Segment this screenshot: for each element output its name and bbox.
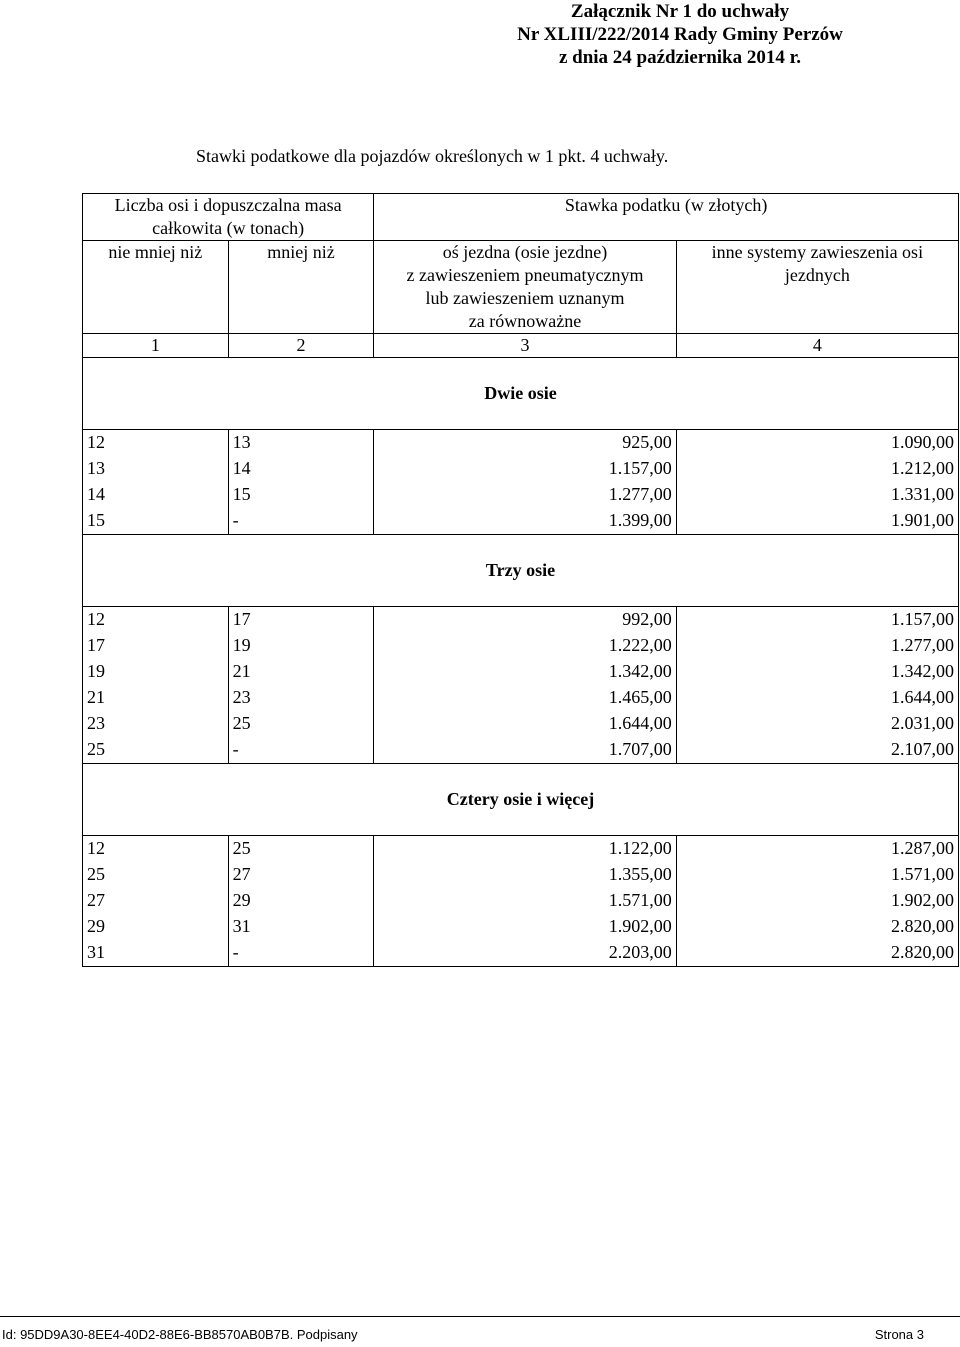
min-mass-cell: 25 bbox=[83, 737, 229, 764]
pneumatic-rate-cell: 1.342,00 bbox=[374, 659, 676, 685]
col-pneumatic-line-4: za równoważne bbox=[468, 311, 582, 331]
other-rate-cell: 1.342,00 bbox=[676, 659, 958, 685]
mass-header-line-1: Liczba osi i dopuszczalna masa bbox=[114, 195, 342, 215]
max-mass-cell: 13 bbox=[228, 430, 374, 457]
other-rate-cell: 2.820,00 bbox=[676, 914, 958, 940]
other-rate-cell: 1.277,00 bbox=[676, 633, 958, 659]
pneumatic-rate-cell: 1.157,00 bbox=[374, 456, 676, 482]
page-footer bbox=[0, 1316, 960, 1347]
pneumatic-rate-cell: 1.571,00 bbox=[374, 888, 676, 914]
other-rate-cell: 1.212,00 bbox=[676, 456, 958, 482]
page-number: Strona 3 bbox=[874, 1327, 924, 1342]
table-row bbox=[83, 482, 959, 508]
max-mass-cell: - bbox=[228, 940, 374, 967]
pneumatic-rate-cell: 1.644,00 bbox=[374, 711, 676, 737]
table-row bbox=[83, 862, 959, 888]
mass-header-line-2: całkowita (w tonach) bbox=[152, 218, 305, 238]
pneumatic-rate-cell: 1.465,00 bbox=[374, 685, 676, 711]
pneumatic-rate-cell: 1.902,00 bbox=[374, 914, 676, 940]
max-mass-cell: 21 bbox=[228, 659, 374, 685]
table-row bbox=[83, 508, 959, 535]
other-rate-cell: 1.157,00 bbox=[676, 607, 958, 634]
min-mass-cell: 27 bbox=[83, 888, 229, 914]
max-mass-cell: 15 bbox=[228, 482, 374, 508]
min-mass-cell: 29 bbox=[83, 914, 229, 940]
tax-rates-table bbox=[82, 193, 959, 967]
other-rate-cell: 1.902,00 bbox=[676, 888, 958, 914]
table-row bbox=[83, 914, 959, 940]
min-mass-cell: 12 bbox=[83, 836, 229, 863]
mass-header bbox=[83, 194, 374, 241]
max-mass-cell: 17 bbox=[228, 607, 374, 634]
min-mass-cell: 31 bbox=[83, 940, 229, 967]
other-rate-cell: 1.287,00 bbox=[676, 836, 958, 863]
header-line-2: Nr XLIII/222/2014 Rady Gminy Perzów bbox=[517, 24, 843, 45]
max-mass-cell: 31 bbox=[228, 914, 374, 940]
table-row bbox=[83, 737, 959, 764]
section-row bbox=[83, 535, 959, 607]
table-row bbox=[83, 685, 959, 711]
col-number-4: 4 bbox=[676, 334, 958, 358]
document-header bbox=[430, 0, 930, 69]
section-title: Trzy osie bbox=[83, 535, 959, 607]
table-body bbox=[83, 358, 959, 967]
table-row bbox=[83, 888, 959, 914]
other-rate-cell: 2.107,00 bbox=[676, 737, 958, 764]
min-mass-cell: 12 bbox=[83, 430, 229, 457]
pneumatic-rate-cell: 1.399,00 bbox=[374, 508, 676, 535]
min-mass-cell: 23 bbox=[83, 711, 229, 737]
table-row bbox=[83, 430, 959, 457]
max-mass-cell: 29 bbox=[228, 888, 374, 914]
other-rate-cell: 2.031,00 bbox=[676, 711, 958, 737]
pneumatic-rate-cell: 1.707,00 bbox=[374, 737, 676, 764]
pneumatic-rate-cell: 2.203,00 bbox=[374, 940, 676, 967]
col-pneumatic-line-3: lub zawieszeniem uznanym bbox=[425, 288, 625, 308]
pneumatic-rate-cell: 925,00 bbox=[374, 430, 676, 457]
other-rate-cell: 2.820,00 bbox=[676, 940, 958, 967]
col-max-header: mniej niż bbox=[228, 241, 374, 334]
pneumatic-rate-cell: 1.122,00 bbox=[374, 836, 676, 863]
table-row bbox=[83, 633, 959, 659]
col-other-header bbox=[676, 241, 958, 334]
col-pneumatic-header bbox=[374, 241, 676, 334]
table-row bbox=[83, 836, 959, 863]
col-other-line-1: inne systemy zawieszenia osi bbox=[711, 242, 924, 262]
section-title: Dwie osie bbox=[83, 358, 959, 430]
section-title: Cztery osie i więcej bbox=[83, 764, 959, 836]
max-mass-cell: 14 bbox=[228, 456, 374, 482]
table-row bbox=[83, 607, 959, 634]
col-number-2: 2 bbox=[228, 334, 374, 358]
max-mass-cell: 19 bbox=[228, 633, 374, 659]
min-mass-cell: 17 bbox=[83, 633, 229, 659]
document-id: Id: 95DD9A30-8EE4-40D2-88E6-BB8570AB0B7B. Podpisany bbox=[2, 1327, 358, 1342]
max-mass-cell: - bbox=[228, 737, 374, 764]
pneumatic-rate-cell: 1.355,00 bbox=[374, 862, 676, 888]
max-mass-cell: 27 bbox=[228, 862, 374, 888]
max-mass-cell: 25 bbox=[228, 711, 374, 737]
other-rate-cell: 1.901,00 bbox=[676, 508, 958, 535]
col-pneumatic-line-1: oś jezdna (osie jezdne) bbox=[442, 242, 608, 262]
rate-header: Stawka podatku (w złotych) bbox=[374, 194, 959, 241]
pneumatic-rate-cell: 1.277,00 bbox=[374, 482, 676, 508]
min-mass-cell: 14 bbox=[83, 482, 229, 508]
min-mass-cell: 15 bbox=[83, 508, 229, 535]
section-row bbox=[83, 358, 959, 430]
pneumatic-rate-cell: 1.222,00 bbox=[374, 633, 676, 659]
section-row bbox=[83, 764, 959, 836]
col-pneumatic-line-2: z zawieszeniem pneumatycznym bbox=[406, 265, 644, 285]
table-row bbox=[83, 940, 959, 967]
col-number-3: 3 bbox=[374, 334, 676, 358]
min-mass-cell: 25 bbox=[83, 862, 229, 888]
table-row bbox=[83, 659, 959, 685]
other-rate-cell: 1.571,00 bbox=[676, 862, 958, 888]
pneumatic-rate-cell: 992,00 bbox=[374, 607, 676, 634]
other-rate-cell: 1.644,00 bbox=[676, 685, 958, 711]
min-mass-cell: 21 bbox=[83, 685, 229, 711]
col-min-header: nie mniej niż bbox=[83, 241, 229, 334]
header-line-3: z dnia 24 października 2014 r. bbox=[558, 47, 802, 68]
max-mass-cell: 25 bbox=[228, 836, 374, 863]
table-row bbox=[83, 456, 959, 482]
col-other-line-2: jezdnych bbox=[784, 265, 850, 285]
min-mass-cell: 19 bbox=[83, 659, 229, 685]
col-number-1: 1 bbox=[83, 334, 229, 358]
other-rate-cell: 1.331,00 bbox=[676, 482, 958, 508]
max-mass-cell: 23 bbox=[228, 685, 374, 711]
min-mass-cell: 12 bbox=[83, 607, 229, 634]
document-subtitle: Stawki podatkowe dla pojazdów określonych w 1 pkt. 4 uchwały. bbox=[196, 146, 669, 166]
min-mass-cell: 13 bbox=[83, 456, 229, 482]
table-row bbox=[83, 711, 959, 737]
header-line-1: Załącznik Nr 1 do uchwały bbox=[570, 1, 790, 22]
other-rate-cell: 1.090,00 bbox=[676, 430, 958, 457]
max-mass-cell: - bbox=[228, 508, 374, 535]
